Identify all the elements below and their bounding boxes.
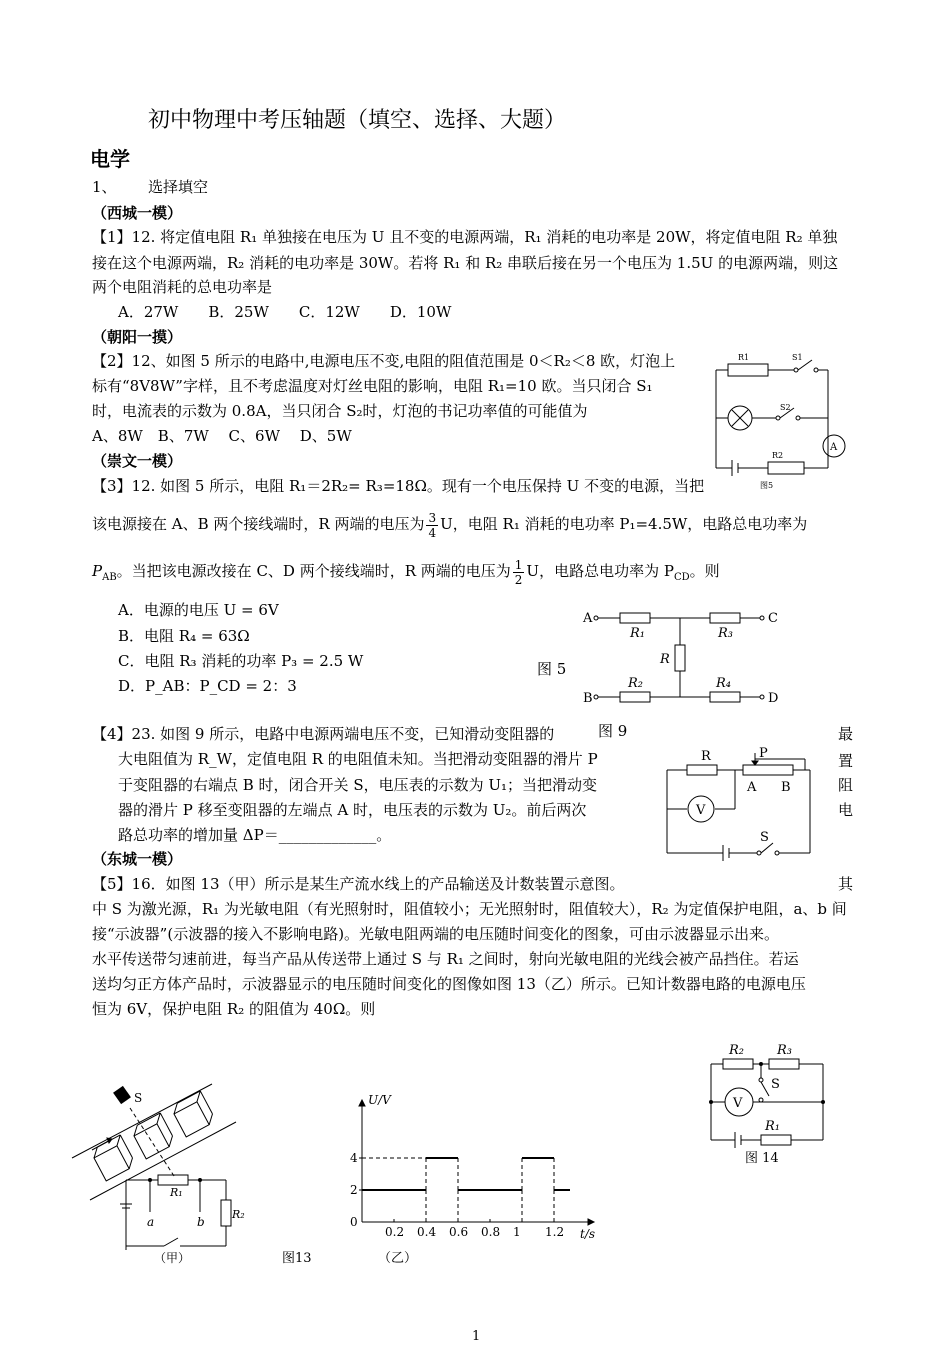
jia-label: （甲）	[154, 1251, 191, 1265]
r2-label: R2	[772, 451, 784, 460]
s-label: S	[134, 1091, 143, 1105]
q3-text: U，电路总电功率为 P	[526, 562, 674, 580]
y-tick-label: 0	[350, 1215, 358, 1229]
q3-text: U，电阻 R₁ 消耗的电功率 P₁=4.5W，电路总电功率为	[440, 515, 808, 533]
q4-line: 器的滑片 P 移至变阻器的左端点 A 时，电压表的示数为 U₂。前后两次	[118, 801, 587, 819]
q3-subscript: CD	[673, 572, 690, 583]
fraction-denominator: 2	[514, 572, 523, 587]
laser-source-icon	[113, 1086, 131, 1104]
q5-right-char: 其	[838, 875, 854, 893]
subsection-number: 1、	[92, 178, 117, 196]
fraction-denominator: 4	[428, 525, 437, 540]
r4-label: R₄	[716, 676, 731, 691]
b-label: B	[781, 780, 791, 795]
terminal-c: C	[768, 611, 778, 626]
y-axis-label: U/V	[368, 1093, 391, 1107]
fraction-numerator: 1	[514, 557, 523, 572]
r2-label: R₂	[729, 1043, 744, 1058]
x-tick-label: 0.8	[481, 1225, 501, 1239]
q3-option: D．P_AB：P_CD = 2：3	[118, 677, 297, 695]
q1-source: （西城一模）	[92, 204, 183, 222]
r1-label: R₁	[765, 1119, 780, 1134]
x-tick-label: 1	[513, 1225, 521, 1239]
terminal-b: B	[583, 691, 593, 706]
x-tick-label: 0.4	[417, 1225, 437, 1239]
q1-options: A．27W B．25W C．12W D．10W	[118, 303, 452, 321]
a-label: A	[747, 780, 757, 795]
fig13-voltage-time-graph	[340, 1090, 600, 1250]
q3-text: 该电源接在 A、B 两个接线端时，R 两端的电压为	[92, 515, 425, 533]
q4-line: 大电阻值为 R_W，定值电阻 R 的电阻值未知。当把滑动变阻器的滑片 P	[118, 750, 598, 768]
q3-line	[92, 551, 720, 598]
s-label: S	[771, 1077, 780, 1092]
fig14-caption: 图 14	[745, 1151, 779, 1166]
q2-line: 时，电流表的示数为 0.8A，当只闭合 S₂时，灯泡的书记功率值的可能值为	[92, 402, 588, 420]
q3-text: P	[92, 562, 103, 580]
q5-line: 中 S 为激光源，R₁ 为光敏电阻（有光照射时，阻值较小；无光照射时，阻值较大），R₂ 为定值保护电阻，a、b 间	[92, 900, 847, 918]
x-tick-label: 0.6	[449, 1225, 469, 1239]
q5-source: （东城一模）	[92, 850, 183, 868]
fig5-caption: 图5	[760, 481, 774, 490]
s-label: S	[760, 830, 769, 845]
q2-line: 【2】12、如图 5 所示的电路中,电源电压不变,电阻的阻值范围是 0＜R₂＜8 欧，灯泡上	[92, 352, 676, 370]
q5-line: 送均匀正方体产品时，示波器显示的电压随时间变化的图像如图 13（乙）所示。已知计数器电路的电源电压	[92, 975, 806, 993]
q4-line: 路总功率的增加量 ΔP＝_____________。	[118, 826, 392, 844]
q5-line: 【5】16．如图 13（甲）所示是某生产流水线上的产品输送及计数装置示意图。	[92, 875, 625, 893]
a-label: a	[147, 1215, 155, 1229]
q5-line: 接“示波器”(示波器的接入不影响电路)。光敏电阻两端的电压随时间变化的图象，可由示波器显示出来。	[92, 925, 780, 943]
q3-fraction	[426, 511, 438, 540]
r3-label: R₃	[777, 1043, 792, 1058]
q4-right-char: 电	[838, 801, 854, 819]
q3-option: C．电阻 R₃ 消耗的功率 P₃ = 2.5 W	[118, 652, 364, 670]
s2-label: S2	[780, 403, 791, 412]
q4-circuit-diagram	[665, 745, 815, 860]
fig13-jia-conveyor	[70, 1080, 270, 1270]
terminal-a: A	[583, 611, 593, 626]
q5-line: 水平传送带匀速前进，每当产品从传送带上通过 S 与 R₁ 之间时，射向光敏电阻的光线会被产品挡住。若运	[92, 950, 799, 968]
q2-options: A、8W B、7W C、6W D、5W	[92, 427, 352, 445]
q3-resistor-network	[580, 605, 780, 705]
b-label: b	[197, 1215, 205, 1229]
q4-line: 于变阻器的右端点 B 时，闭合开关 S，电压表的示数为 U₁；当把滑动变	[118, 776, 598, 794]
terminal-d: D	[768, 691, 779, 706]
q3-text: 。当把该电源改接在 C、D 两个接线端时，R 两端的电压为	[116, 562, 511, 580]
q4-right-char: 阻	[838, 776, 854, 794]
q3-option: A．电源的电压 U = 6V	[118, 601, 279, 619]
q4-figure-label: 图 9	[598, 722, 628, 740]
q4-right-char: 最	[838, 725, 854, 743]
voltmeter-icon: V	[696, 803, 706, 818]
x-tick-label: 1.2	[545, 1225, 565, 1239]
r-label: R	[701, 749, 711, 764]
q4-line: 【4】23. 如图 9 所示，电路中电源两端电压不变，已知滑动变阻器的	[92, 725, 555, 743]
q3-line: 【3】12. 如图 5 所示，电阻 R₁＝2R₂= R₃=18Ω。现有一个电压保持 U 不变的电源，当把	[92, 477, 705, 495]
r1-label: R1	[738, 353, 750, 362]
fig13-yi-label: （乙）	[378, 1251, 418, 1266]
x-tick-label: 0.2	[385, 1225, 405, 1239]
q3-source: （崇文一模）	[92, 452, 183, 470]
q1-line: 【1】12. 将定值电阻 R₁ 单独接在电压为 U 且不变的电源两端，R₁ 消耗的电功率是 20W，将定值电阻 R₂ 单独	[92, 228, 838, 246]
page-title: 初中物理中考压轴题（填空、选择、大题）	[148, 108, 567, 133]
q3-subscript: AB	[102, 572, 117, 583]
x-axis-label: t/s	[580, 1227, 596, 1241]
voltmeter-icon: V	[733, 1096, 743, 1111]
q5-line: 恒为 6V，保护电阻 R₂ 的阻值为 40Ω。则	[92, 1000, 376, 1018]
r3-label: R₃	[718, 626, 733, 641]
r-label: R	[660, 652, 670, 667]
q3-line	[92, 504, 807, 544]
fraction-numerator: 3	[428, 510, 437, 525]
q4-right-char: 置	[838, 752, 854, 770]
q2-line: 标有“8V8W”字样，且不考虑温度对灯丝电阻的影响，电阻 R₁=10 欧。当只闭合 S₁	[92, 377, 653, 395]
q1-line: 两个电阻消耗的总电功率是	[92, 278, 273, 296]
y-tick-label: 2	[350, 1183, 358, 1197]
q1-line: 接在这个电源两端，R₂ 消耗的电功率是 30W。若将 R₁ 和 R₂ 串联后接在另一个电压为 1.5U 的电源两端，则这	[92, 254, 839, 272]
q3-figure-caption: 图 5	[537, 660, 567, 678]
subsection-label: 选择填空	[148, 178, 209, 196]
q2-circuit-diagram	[708, 350, 858, 490]
r2-label: R₂	[628, 676, 643, 691]
r1-label: R₁	[630, 626, 645, 641]
section-heading: 电学	[90, 147, 130, 171]
page-number: 1	[472, 1329, 481, 1344]
q3-option: B．电阻 R₄ = 63Ω	[118, 627, 250, 645]
q3-text: 。则	[689, 562, 720, 580]
ammeter-icon: A	[830, 442, 838, 453]
p-label: P	[759, 746, 768, 761]
fig14-circuit-diagram	[705, 1038, 835, 1166]
s1-label: S1	[792, 353, 803, 362]
r1-label: R₁	[170, 1186, 183, 1199]
q2-source: （朝阳一摸）	[92, 328, 183, 346]
q3-fraction	[513, 558, 525, 587]
y-tick-label: 4	[350, 1151, 358, 1165]
fig13-caption: 图13	[282, 1251, 312, 1266]
r2-label: R₂	[232, 1208, 245, 1221]
